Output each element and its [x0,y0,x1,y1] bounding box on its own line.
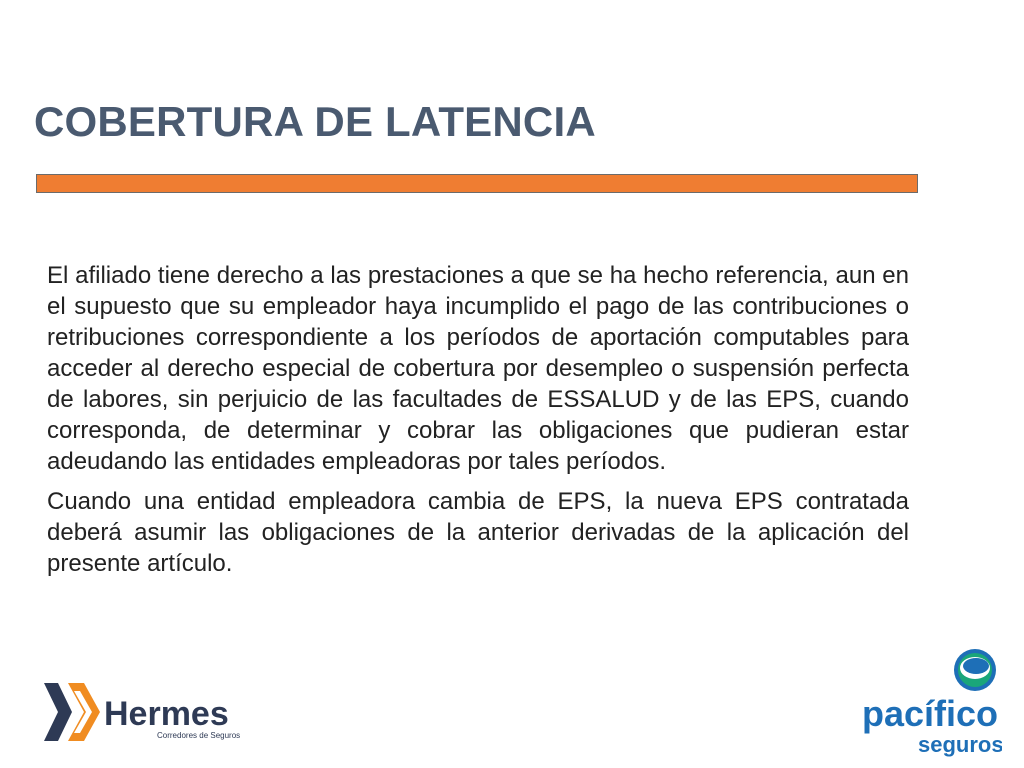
paragraph-1: El afiliado tiene derecho a las prestaciones a que se ha hecho referencia, aun en el supuesto que su empleador haya incumplido el pago de las contribuciones o retribuciones correspondiente a los períodos de aportación computables para acceder al derecho especial de cobertura por desempleo o suspensión perfecta de labores, sin perjuicio de las facultades de ESSALUD y de las EPS, cuando corresponda, de determinar y cobrar las obligaciones que pudieran estar adeudando las entidades empleadoras por tales períodos. [47,262,909,475]
hermes-chevron-dark [44,683,72,741]
pacifico-logo [860,648,1002,758]
pacifico-logo-graphic [860,648,1002,758]
hermes-logo-graphic [34,681,250,743]
hermes-logo [34,681,250,743]
pacifico-tagline: seguros [918,732,1002,757]
slide-body [47,260,909,588]
hermes-chevron-orange [68,683,100,741]
hermes-tagline: Corredores de Seguros [157,731,241,740]
pacifico-emblem-icon [954,649,996,691]
slide-title: COBERTURA DE LATENCIA [34,98,596,145]
paragraph-2: Cuando una entidad empleadora cambia de EPS, la nueva EPS contratada deberá asumir las obligaciones de la anterior derivadas de la aplicación del presente artículo. [47,488,909,577]
pacifico-wordmark: pacífico [862,693,999,734]
hermes-wordmark: Hermes [104,695,229,733]
title-accent-bar [36,174,918,193]
